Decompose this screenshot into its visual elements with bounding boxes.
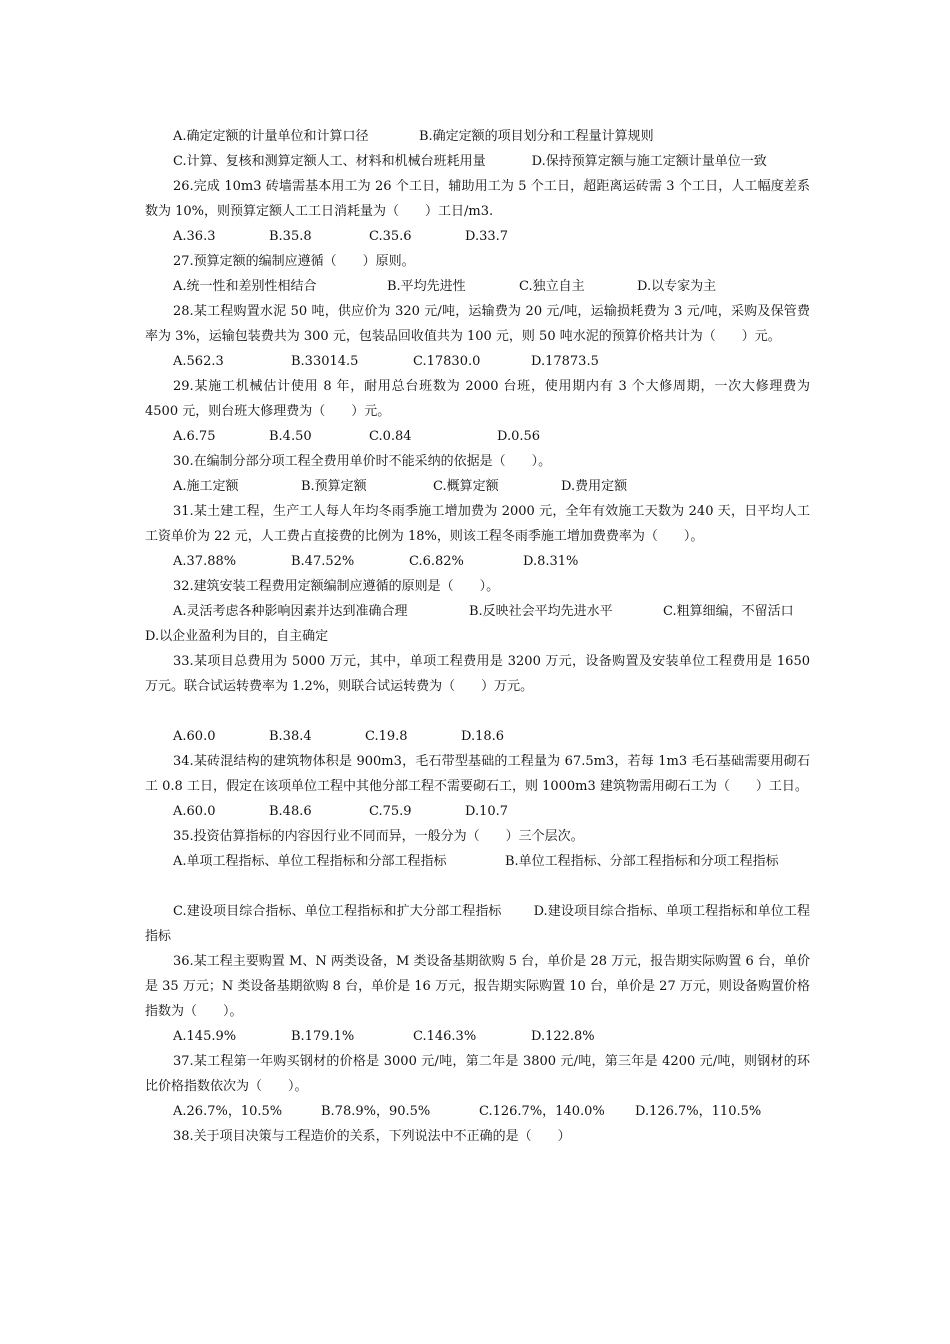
q26-option-b: B.35.8: [269, 229, 312, 244]
q30-stem: 30.在编制分部分项工程全费用单价时不能采纳的依据是（ ）。: [173, 454, 552, 469]
q25-option-a: A.确定定额的计量单位和计算口径: [173, 129, 369, 144]
q29-options: [145, 424, 810, 449]
q35-options-row2: [145, 899, 810, 949]
q34-option-b: B.48.6: [269, 804, 312, 819]
q36-options: [145, 1024, 810, 1049]
q32-option-a: A.灵活考虑各种影响因素并达到准确合理: [173, 604, 408, 619]
q34-option-d: D.10.7: [465, 804, 509, 819]
q25-option-b: B.确定定额的项目划分和工程量计算规则: [419, 129, 654, 144]
q29-option-a: A.6.75: [173, 429, 216, 444]
q31-option-a: A.37.88%: [173, 554, 237, 569]
q37-stem: 37.某工程第一年购买钢材的价格是 3000 元/吨，第二年是 3800 元/吨，第三年是 4200 元/吨，则钢材的环比价格指数依次为（ ）。: [145, 1054, 810, 1094]
q33-option-a: A.60.0: [173, 729, 216, 744]
q25-options-row2: [145, 149, 810, 174]
q28-stem: 28.某工程购置水泥 50 吨，供应价为 320 元/吨，运输费为 20 元/吨，运输损耗费为 3 元/吨，采购及保管费率为 3%，运输包装费共为 300 元，包装品回收值共为 100 元，则 50 吨水泥的预算价格共计为（ ）元。: [145, 304, 810, 344]
q37-option-d: D.126.7%，110.5%: [635, 1104, 762, 1119]
q34-option-c: C.75.9: [369, 804, 412, 819]
blank-line: [145, 874, 810, 899]
q35-option-a: A.单项工程指标、单位工程指标和分部工程指标: [173, 854, 447, 869]
q35-option-b: B.单位工程指标、分部工程指标和分项工程指标: [505, 854, 779, 869]
q30-option-a: A.施工定额: [173, 479, 239, 494]
q36-option-c: C.146.3%: [413, 1029, 477, 1044]
q37-option-a: A.26.7%，10.5%: [173, 1104, 283, 1119]
q33-option-b: B.38.4: [269, 729, 312, 744]
q30-option-b: B.预算定额: [301, 479, 367, 494]
q26-option-d: D.33.7: [465, 229, 509, 244]
q28-option-b: B.33014.5: [291, 354, 359, 369]
q26-stem: 26.完成 10m3 砖墙需基本用工为 26 个工日，辅助用工为 5 个工日，超距离运砖需 3 个工日，人工幅度差系数为 10%，则预算定额人工工日消耗量为（ ）工日/m3.: [145, 179, 810, 219]
q30-options: [145, 474, 810, 499]
q26-options: [145, 224, 810, 249]
document-page: [145, 124, 810, 1149]
q28-options: [145, 349, 810, 374]
q32-options-row2: [145, 624, 810, 649]
q29-option-c: C.0.84: [369, 429, 412, 444]
q28-option-d: D.17873.5: [531, 354, 599, 369]
q34-option-a: A.60.0: [173, 804, 216, 819]
q25-option-c: C.计算、复核和测算定额人工、材料和机械台班耗用量: [173, 154, 486, 169]
q30-option-d: D.费用定额: [561, 479, 628, 494]
q37-options: [145, 1099, 810, 1124]
q28-option-c: C.17830.0: [413, 354, 481, 369]
q32-option-b: B.反映社会平均先进水平: [469, 604, 613, 619]
q31-options: [145, 549, 810, 574]
q35-option-c: C.建设项目综合指标、单位工程指标和扩大分部工程指标: [173, 904, 502, 919]
q27-option-d: D.以专家为主: [637, 279, 717, 294]
q31-stem: 31.某土建工程，生产工人每人年均冬雨季施工增加费为 2000 元，全年有效施工天数为 240 天，日平均人工工资单价为 22 元，人工费占直接费的比例为 18%，则该工程冬雨季施工增加费费率为（ ）。: [145, 504, 810, 544]
q28-option-a: A.562.3: [173, 354, 224, 369]
q35-option-d: D.建设项目综合指标、单项工程指标和单位工程指标: [145, 904, 811, 944]
q32-option-d: D.以企业盈利为目的，自主确定: [145, 629, 329, 644]
blank-line: [145, 699, 810, 724]
q35-options-row1: [145, 849, 810, 874]
q27-option-a: A.统一性和差别性相结合: [173, 279, 317, 294]
q36-option-b: B.179.1%: [291, 1029, 355, 1044]
q27-options: [145, 274, 810, 299]
q33-option-d: D.18.6: [461, 729, 505, 744]
q26-option-a: A.36.3: [173, 229, 216, 244]
q31-option-d: D.8.31%: [523, 554, 579, 569]
q27-stem: 27.预算定额的编制应遵循（ ）原则。: [173, 254, 415, 269]
q36-option-a: A.145.9%: [173, 1029, 237, 1044]
q29-stem: 29.某施工机械估计使用 8 年，耐用总台班数为 2000 台班，使用期内有 3 个大修周期，一次大修理费为 4500 元，则台班大修理费为（ ）元。: [145, 379, 810, 419]
q34-options: [145, 799, 810, 824]
q25-options-row1: [145, 124, 810, 149]
q36-stem: 36.某工程主要购置 M、N 两类设备，M 类设备基期欲购 5 台，单价是 28 万元，报告期实际购置 6 台，单价是 35 万元；N 类设备基期欲购 8 台，单价是 16 万元，报告期实际购置 10 台，单价是 27 万元，则设备购置价格指数为（ ）。: [145, 954, 810, 1019]
q33-stem: 33.某项目总费用为 5000 万元，其中，单项工程费用是 3200 万元，设备购置及安装单位工程费用是 1650 万元。联合试运转费率为 1.2%，则联合试运转费为（ ）万元。: [145, 654, 810, 694]
q31-option-b: B.47.52%: [291, 554, 355, 569]
q27-option-b: B.平均先进性: [387, 279, 466, 294]
q29-option-b: B.4.50: [269, 429, 312, 444]
q35-stem: 35.投资估算指标的内容因行业不同而异，一般分为（ ）三个层次。: [173, 829, 584, 844]
q32-options-row1: [145, 599, 810, 624]
q33-option-c: C.19.8: [365, 729, 408, 744]
q31-option-c: C.6.82%: [409, 554, 464, 569]
q37-option-c: C.126.7%，140.0%: [479, 1104, 605, 1119]
q27-option-c: C.独立自主: [519, 279, 585, 294]
q36-option-d: D.122.8%: [531, 1029, 595, 1044]
q32-option-c: C.粗算细编，不留活口: [663, 604, 794, 619]
q30-option-c: C.概算定额: [433, 479, 499, 494]
q32-stem: 32.建筑安装工程费用定额编制应遵循的原则是（ ）。: [173, 579, 500, 594]
q25-option-d: D.保持预算定额与施工定额计量单位一致: [531, 154, 767, 169]
q33-options: [145, 724, 810, 749]
q37-option-b: B.78.9%，90.5%: [321, 1104, 431, 1119]
q38-stem: 38.关于项目决策与工程造价的关系，下列说法中不正确的是（ ）: [173, 1129, 571, 1144]
q29-option-d: D.0.56: [497, 429, 541, 444]
q26-option-c: C.35.6: [369, 229, 412, 244]
q34-stem: 34.某砖混结构的建筑物体积是 900m3，毛石带型基础的工程量为 67.5m3，若每 1m3 毛石基础需要用砌石工 0.8 工日，假定在该项单位工程中其他分部工程不需要砌石工，则 1000m3 建筑物需用砌石工为（ ）工日。: [145, 754, 810, 794]
